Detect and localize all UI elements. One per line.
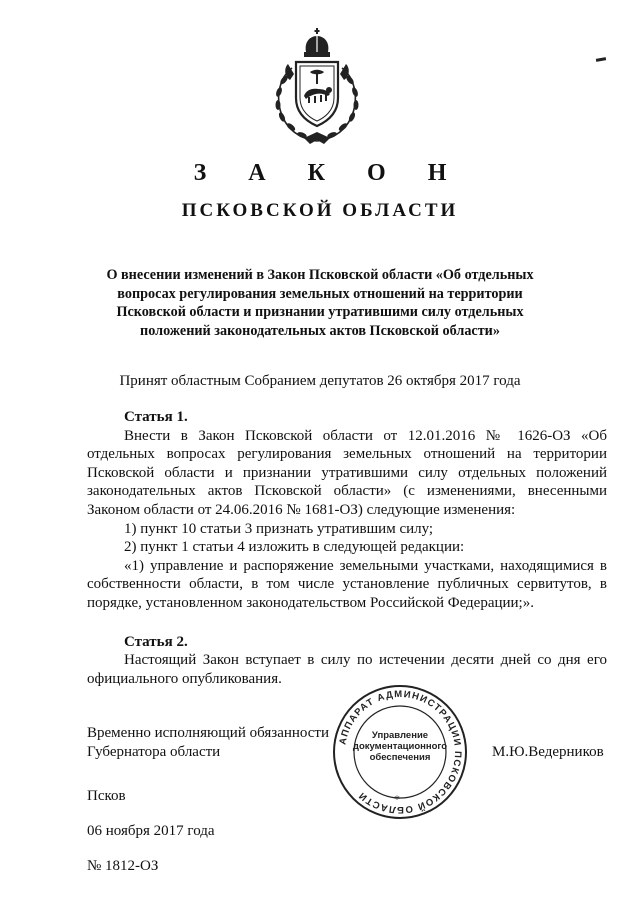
article-2-title: Статья 2. (124, 633, 188, 650)
position-line-2: Губернатора области (87, 744, 221, 760)
city: Псков (87, 788, 126, 804)
pskov-coat-of-arms-icon (262, 28, 372, 146)
stamp-inner-text (345, 730, 455, 763)
document-body (87, 408, 607, 688)
law-title: З А К О Н (193, 160, 465, 186)
signing-date: 06 ноября 2017 года (87, 823, 215, 839)
adoption-line: Принят областным Собранием депутатов 26 октября 2017 года (119, 373, 521, 389)
stamp-line-1: Управление (371, 730, 429, 741)
stamp-line-2: документационного (352, 741, 448, 752)
signatory-name: М.Ю.Ведерников (492, 744, 604, 760)
article-1-title: Статья 1. (124, 409, 188, 425)
scan-mark (596, 57, 606, 62)
article-2-paragraph: Настоящий Закон вступает в силу по истечении десяти дней со дня его официального опубликования. (87, 652, 607, 687)
article-1-paragraph: Внести в Закон Псковской области от 12.01.2016 № 1626-ОЗ «Об отдельных вопросах регулирования земельных отношений на территории Псковской области и признании утратившими силу отдельных положений законодательных актов Псковской области» (с изменениями, внесенными Законом области от 24.06.2016 № 1681-ОЗ) следующие изменения: (87, 427, 607, 518)
stamp-line-3: обеспечения (369, 752, 431, 763)
article-1-item-2: 2) пункт 1 статьи 4 изложить в следующей редакции: (124, 539, 465, 556)
article-1-quote: «1) управление и распоряжение земельными участками, находящимися в собственности области, в том числе установление публичных сервитутов, в порядке, установленном законодательством Российской Федерации;». (87, 557, 607, 611)
signatory-position (87, 724, 329, 762)
stamp-star-icon: * (394, 792, 400, 806)
article-1-item-1: 1) пункт 10 статьи 3 признать утратившим силу; (124, 520, 434, 537)
law-number: № 1812-ОЗ (87, 858, 159, 874)
law-region: ПСКОВСКОЙ ОБЛАСТИ (181, 200, 459, 221)
position-line-1: Временно исполняющий обязанности (87, 725, 330, 741)
stamp-ring-text: АППАРАТ АДМИНИСТРАЦИИ ПСКОВСКОЙ ОБЛАСТИ (337, 688, 464, 816)
document-heading: О внесении изменений в Закон Псковской области «Об отдельных вопросах регулирования земельных отношений на территории Псковской области и признании утратившими силу отдельных положений законодательных актов Псковской области» (106, 267, 534, 339)
spacer (87, 613, 607, 633)
